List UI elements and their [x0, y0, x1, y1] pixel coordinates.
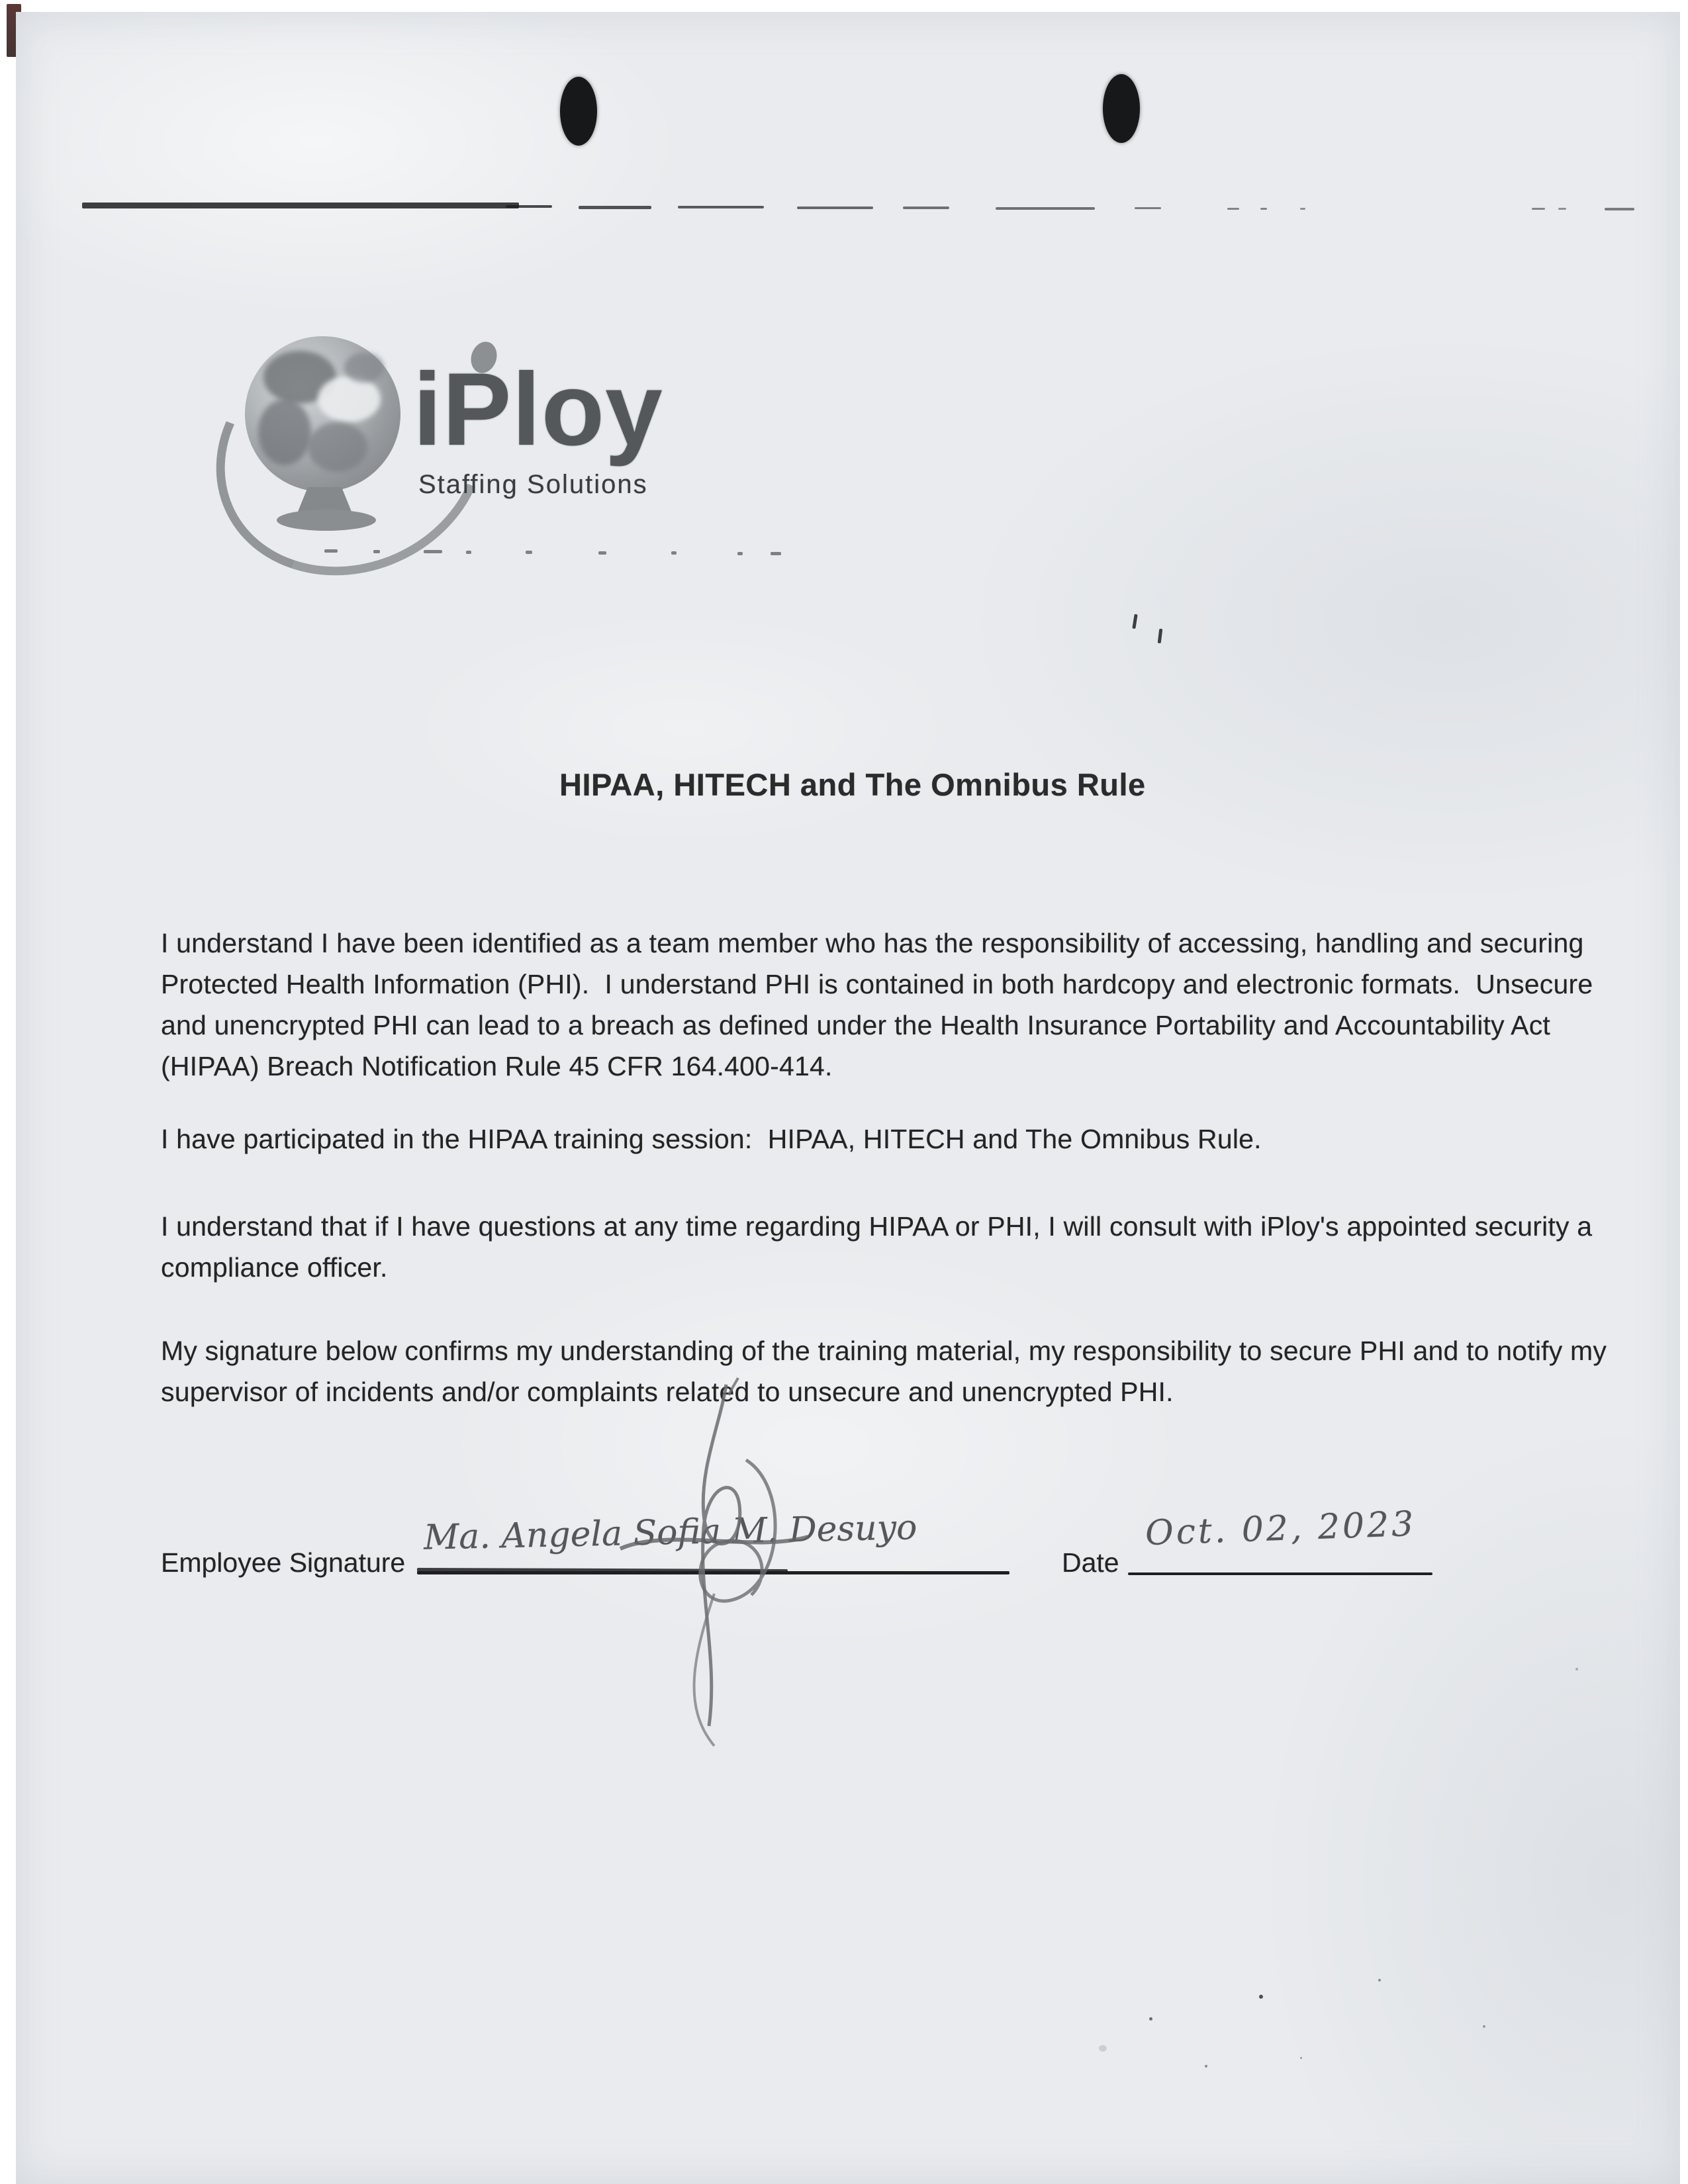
body-line: My signature below confirms my understanding of the training material, my responsibility to secure PHI and to notify my — [161, 1336, 1607, 1366]
date-label: Date — [1062, 1547, 1119, 1578]
brand-name: iPloy — [413, 352, 663, 467]
logo — [225, 323, 768, 555]
signature-handwriting: Ma. Angela Sofia M. Desuyo — [423, 1508, 917, 1558]
hole-punch-left — [560, 77, 597, 146]
globe-icon — [245, 336, 400, 492]
hole-punch-right — [1103, 74, 1140, 143]
body-line: I understand I have been identified as a team member who has the responsibility of accessing, handling and securing — [161, 928, 1584, 958]
scan-artifact-tick — [1158, 629, 1163, 643]
body-line: supervisor of incidents and/or complaints related to unsecure and unencrypted PHI. — [161, 1377, 1174, 1407]
body-line: compliance officer. — [161, 1252, 388, 1283]
date-line — [1128, 1572, 1432, 1575]
signature-label: Employee Signature — [161, 1547, 406, 1578]
body-line: Protected Health Information (PHI). I understand PHI is contained in both hardcopy and electronic formats. Unsecure — [161, 969, 1593, 999]
date-handwriting: Oct. 02, 2023 — [1145, 1504, 1417, 1554]
brand-tagline: Staffing Solutions — [418, 470, 648, 499]
document-title: HIPAA, HITECH and The Omnibus Rule — [559, 767, 1146, 802]
body-line: I have participated in the HIPAA training session: HIPAA, HITECH and The Omnibus Rule. — [161, 1124, 1262, 1154]
body-line: (HIPAA) Breach Notification Rule 45 CFR 164.400-414. — [161, 1051, 833, 1081]
paper-sheet — [16, 12, 1680, 2184]
signature-scrawl — [615, 1375, 814, 1759]
body-line: and unencrypted PHI can lead to a breach as defined under the Health Insurance Portability and Accountability Act — [161, 1010, 1550, 1040]
globe-base-foot — [277, 510, 376, 531]
scan-artifact-tick — [1132, 614, 1137, 629]
body-line: I understand that if I have questions at any time regarding HIPAA or PHI, I will consult with iPloy's appointed security a — [161, 1211, 1593, 1242]
